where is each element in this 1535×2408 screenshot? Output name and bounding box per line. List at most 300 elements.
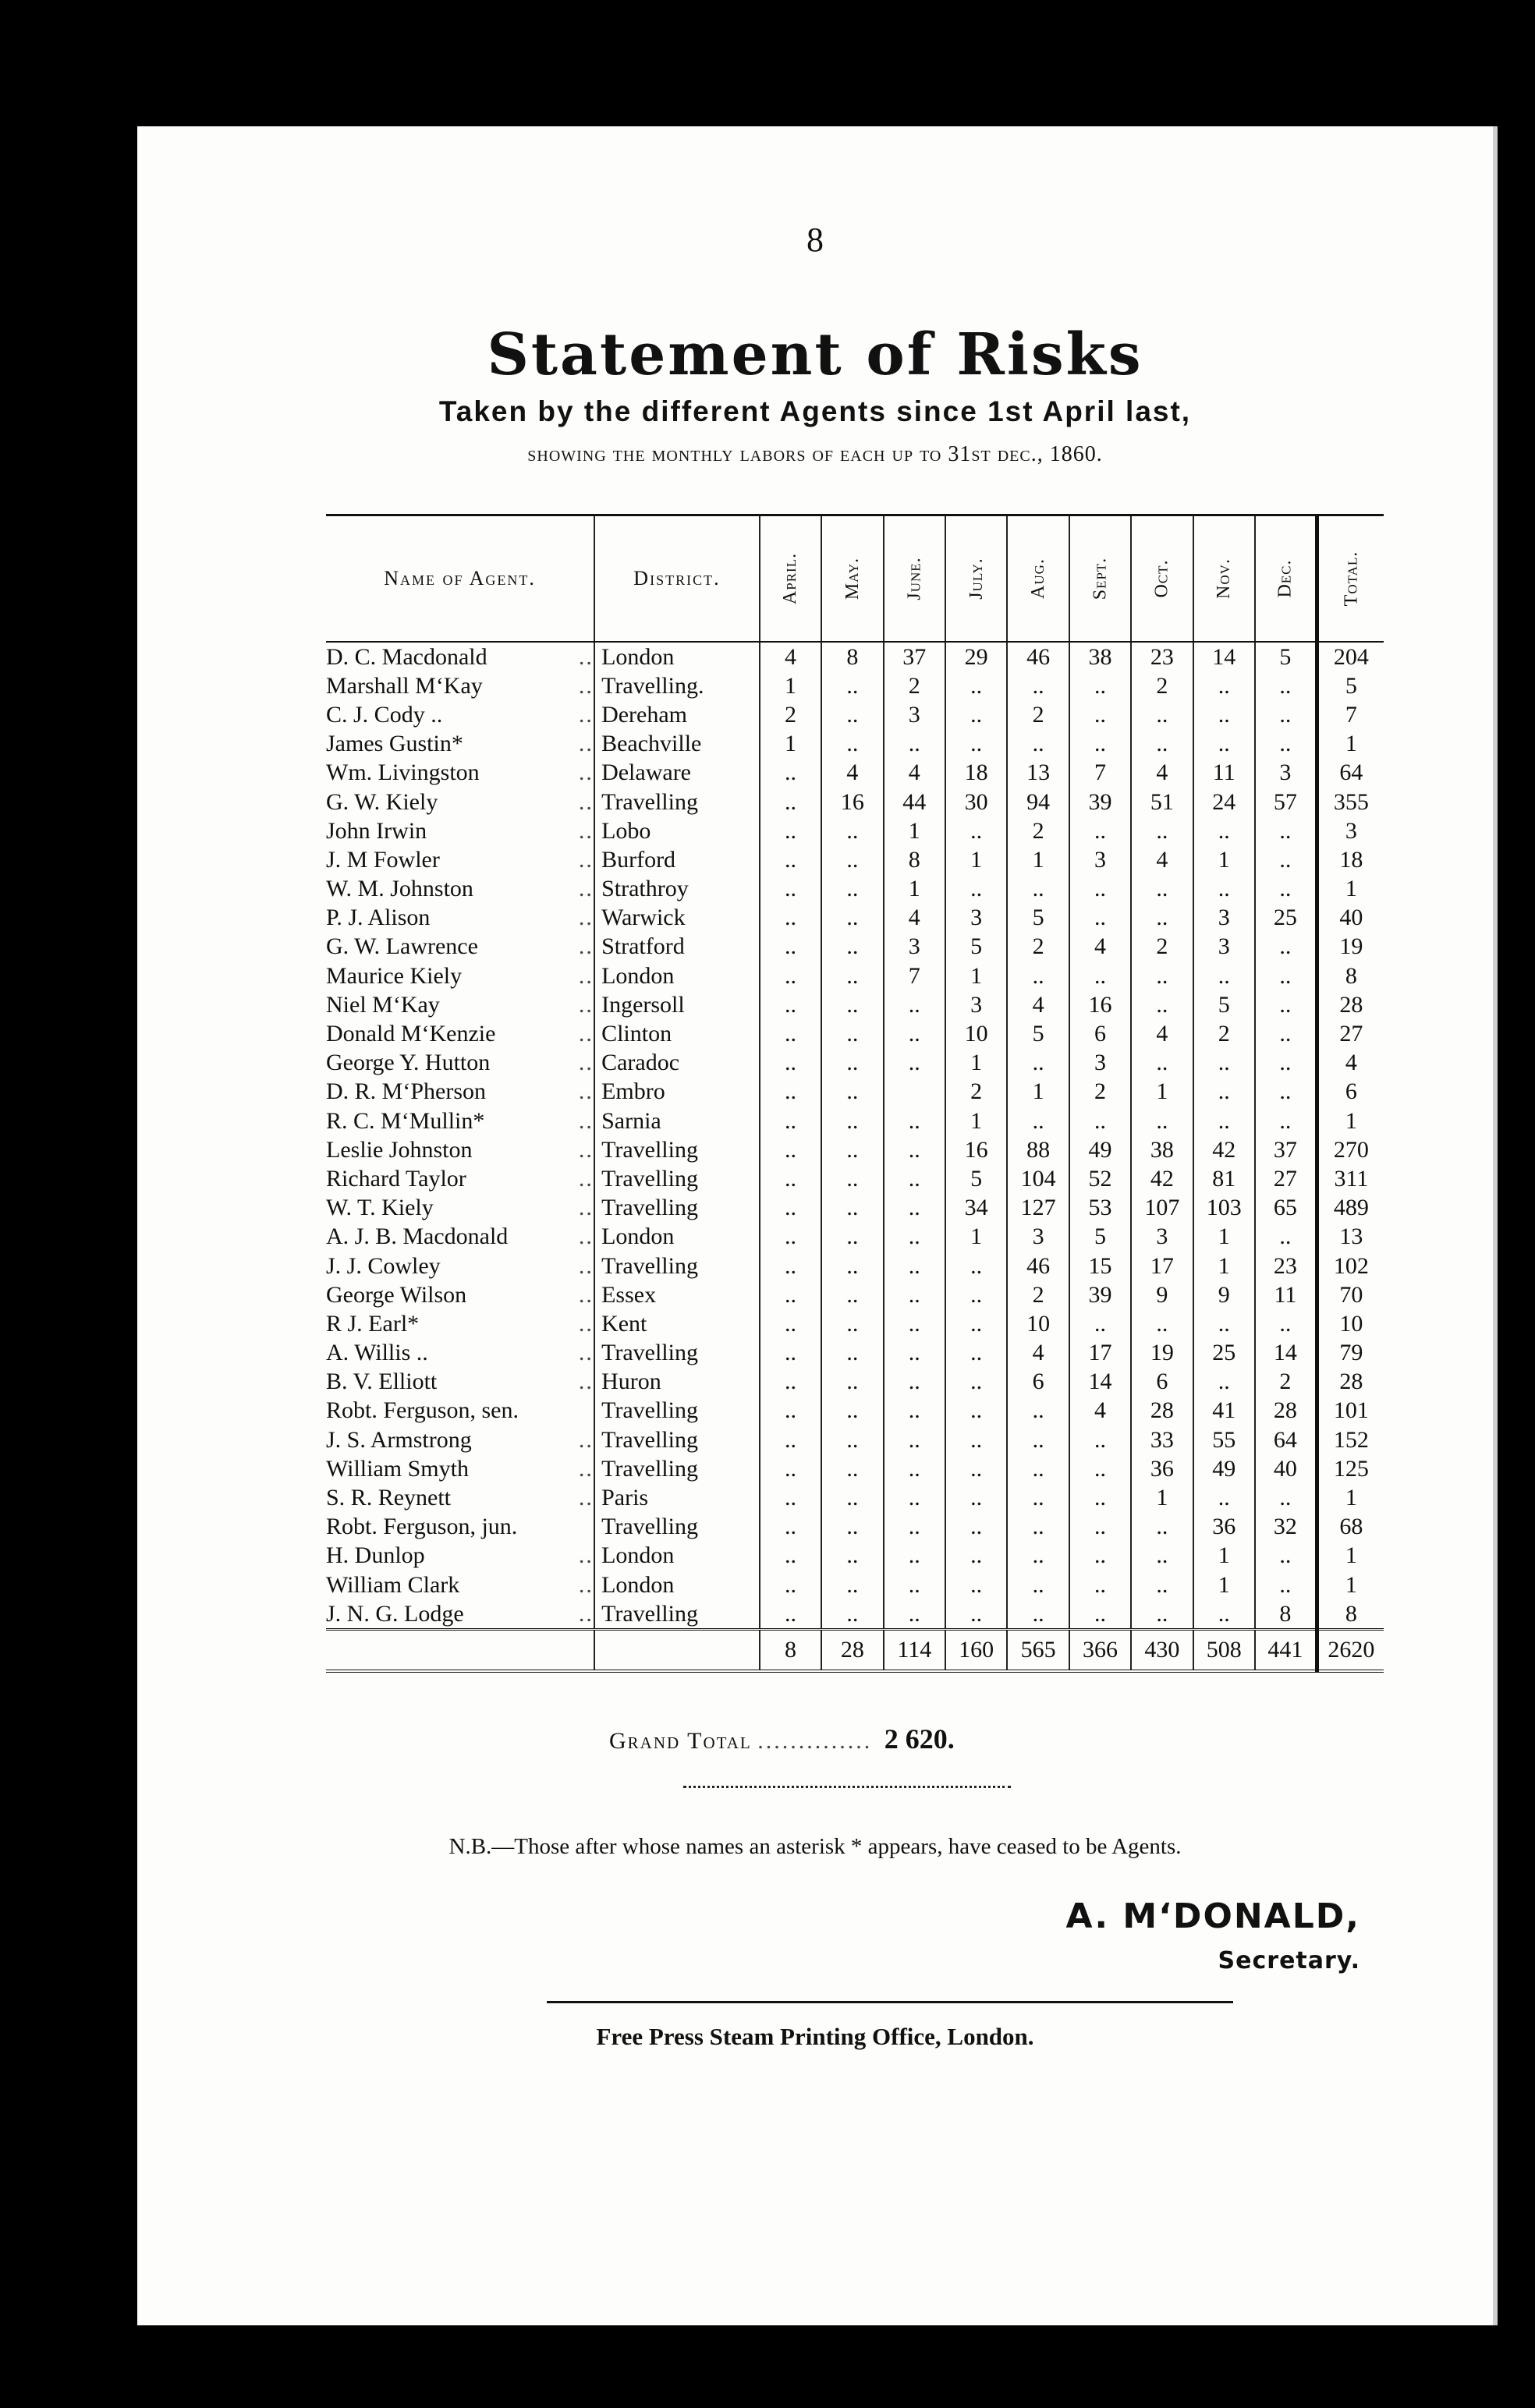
- month-value: 23: [1131, 642, 1193, 671]
- month-value: ..: [760, 1280, 821, 1309]
- month-value: ..: [760, 1513, 821, 1542]
- month-value: 11: [1193, 759, 1255, 788]
- agent-name: Wm. Livingston: [326, 760, 480, 786]
- month-value: 23: [1255, 1252, 1317, 1280]
- month-value: ..: [1255, 1223, 1317, 1252]
- agent-name: William Clark: [326, 1571, 460, 1598]
- month-value: ..: [1007, 875, 1069, 904]
- leader-dots: ..: [578, 1078, 594, 1105]
- month-value: 2: [1007, 933, 1069, 961]
- month-value: ..: [760, 845, 821, 874]
- table-row: [326, 1252, 1384, 1280]
- month-value: 33: [1131, 1425, 1193, 1454]
- month-value: 42: [1193, 1135, 1255, 1164]
- leader-dots: [579, 1513, 594, 1542]
- leader-dots: ..: [578, 1542, 594, 1569]
- month-value: 25: [1193, 1339, 1255, 1368]
- month-value: ..: [821, 1019, 883, 1048]
- table-row: [326, 1571, 1384, 1599]
- month-value: 4: [1131, 759, 1193, 788]
- month-value: ..: [884, 1164, 945, 1193]
- month-value: ..: [1007, 1049, 1069, 1078]
- month-value: ..: [1007, 1483, 1069, 1512]
- table-footer: [326, 1630, 1384, 1672]
- month-value: ..: [760, 1397, 821, 1425]
- month-value: ..: [884, 1019, 945, 1048]
- month-value: ..: [1255, 845, 1317, 874]
- leader-dots: ..: [578, 905, 594, 931]
- month-value: ..: [945, 1368, 1007, 1397]
- row-total: 6: [1317, 1078, 1384, 1107]
- table-row: [326, 700, 1384, 729]
- month-value: ..: [1255, 990, 1317, 1019]
- district-cell: Burford: [594, 845, 760, 874]
- month-value: ..: [1193, 671, 1255, 700]
- agent-name: R J. Earl*: [326, 1310, 420, 1337]
- month-value: ..: [821, 1454, 883, 1483]
- month-value: 3: [884, 933, 945, 961]
- row-total: 102: [1317, 1252, 1384, 1280]
- month-value: ..: [945, 730, 1007, 759]
- month-value: ..: [1255, 730, 1317, 759]
- month-value: 8: [884, 845, 945, 874]
- leader-dots: ..: [578, 1252, 594, 1279]
- leader-dots: ..: [578, 788, 594, 815]
- month-value: 2: [1007, 700, 1069, 729]
- month-value: 1: [760, 671, 821, 700]
- month-value: ..: [1007, 1425, 1069, 1454]
- month-value: ..: [884, 1483, 945, 1512]
- month-value: ..: [945, 1571, 1007, 1599]
- row-total: 10: [1317, 1309, 1384, 1338]
- month-value: ..: [760, 1542, 821, 1571]
- overall-total: 2620: [1317, 1630, 1384, 1672]
- month-value: ..: [1255, 1019, 1317, 1048]
- month-value: ..: [760, 1049, 821, 1078]
- month-value: 3: [945, 904, 1007, 933]
- month-value: 3: [1193, 933, 1255, 961]
- district-cell: London: [594, 961, 760, 990]
- month-value: ..: [1069, 1513, 1131, 1542]
- month-value: ..: [1193, 1368, 1255, 1397]
- table-row: [326, 1599, 1384, 1630]
- agent-name: Marshall M‘Kay: [326, 672, 483, 699]
- month-value: ..: [884, 1280, 945, 1309]
- month-value: ..: [1255, 700, 1317, 729]
- month-value: 30: [945, 788, 1007, 816]
- month-value: 5: [945, 1164, 1007, 1193]
- footer-rule: [547, 2001, 1233, 2003]
- month-value: ..: [884, 1368, 945, 1397]
- leader-dots: ..: [578, 1310, 594, 1337]
- row-total: 101: [1317, 1397, 1384, 1425]
- table-row: [326, 1339, 1384, 1368]
- month-value: ..: [1131, 700, 1193, 729]
- month-value: ..: [1131, 816, 1193, 845]
- month-value: ..: [1255, 1571, 1317, 1599]
- month-total: 441: [1255, 1630, 1317, 1672]
- table-row: [326, 845, 1384, 874]
- month-value: 7: [1069, 759, 1131, 788]
- month-value: ..: [1255, 1483, 1317, 1512]
- month-value: 53: [1069, 1194, 1131, 1223]
- month-value: 1: [1193, 1542, 1255, 1571]
- table-row: [326, 1368, 1384, 1397]
- month-value: ..: [884, 1339, 945, 1368]
- district-cell: Essex: [594, 1280, 760, 1309]
- month-value: ..: [1193, 730, 1255, 759]
- month-value: ..: [821, 816, 883, 845]
- month-value: ..: [821, 730, 883, 759]
- district-cell: Travelling: [594, 1252, 760, 1280]
- month-value: ..: [821, 904, 883, 933]
- month-value: 17: [1069, 1339, 1131, 1368]
- leader-dots: ..: [578, 760, 594, 786]
- agent-name: G. W. Lawrence: [326, 933, 478, 960]
- district-cell: Travelling: [594, 788, 760, 816]
- agent-name: H. Dunlop: [326, 1542, 425, 1569]
- table-row: [326, 1425, 1384, 1454]
- month-value: ..: [1007, 671, 1069, 700]
- leader-dots: ..: [578, 731, 594, 757]
- table-row: [326, 1397, 1384, 1425]
- month-value: ..: [821, 845, 883, 874]
- month-value: ..: [760, 1107, 821, 1135]
- month-value: ..: [1007, 1513, 1069, 1542]
- row-total: 270: [1317, 1135, 1384, 1164]
- month-value: ..: [1069, 904, 1131, 933]
- agent-name: D. R. M‘Pherson: [326, 1078, 487, 1105]
- district-cell: Travelling: [594, 1397, 760, 1425]
- month-value: ..: [945, 816, 1007, 845]
- month-value: ..: [1255, 671, 1317, 700]
- agent-name: George Y. Hutton: [326, 1050, 491, 1076]
- month-value: 3: [1193, 904, 1255, 933]
- month-value: 1: [1007, 1078, 1069, 1107]
- document-subtitle: Taken by the different Agents since 1st April last,: [438, 395, 1192, 427]
- month-value: 3: [1131, 1223, 1193, 1252]
- row-total: 5: [1317, 671, 1384, 700]
- month-value: ..: [945, 1454, 1007, 1483]
- month-value: ..: [1069, 1599, 1131, 1630]
- district-cell: London: [594, 1571, 760, 1599]
- column-header-month: May.: [821, 516, 883, 642]
- month-value: ..: [821, 1280, 883, 1309]
- month-value: 14: [1255, 1339, 1317, 1368]
- table-row: [326, 730, 1384, 759]
- table-row: [326, 990, 1384, 1019]
- table-row: [326, 1223, 1384, 1252]
- month-value: ..: [1069, 1542, 1131, 1571]
- leader-dots: ..: [578, 701, 594, 728]
- month-value: ..: [1007, 961, 1069, 990]
- month-value: ..: [945, 700, 1007, 729]
- leader-dots: ..: [578, 1571, 594, 1598]
- district-cell: Clinton: [594, 1019, 760, 1048]
- row-total: 8: [1317, 1599, 1384, 1630]
- district-cell: Stratford: [594, 933, 760, 961]
- month-value: ..: [1193, 875, 1255, 904]
- month-value: 36: [1131, 1454, 1193, 1483]
- month-value: 57: [1255, 788, 1317, 816]
- document-subtitle-secondary: showing the monthly labors of each up to 31st dec., 1860.: [527, 442, 1103, 466]
- agent-name: J. S. Armstrong: [326, 1426, 472, 1453]
- row-total: 4: [1317, 1049, 1384, 1078]
- month-value: 1: [1007, 845, 1069, 874]
- agent-name: B. V. Elliott: [326, 1369, 438, 1395]
- table-row: [326, 933, 1384, 961]
- month-value: 1: [760, 730, 821, 759]
- month-value: ..: [1131, 1309, 1193, 1338]
- month-value: ..: [760, 1483, 821, 1512]
- table-row: [326, 816, 1384, 845]
- month-value: 4: [1007, 1339, 1069, 1368]
- month-value: 3: [1069, 1049, 1131, 1078]
- month-value: ..: [821, 1309, 883, 1338]
- district-cell: Ingersoll: [594, 990, 760, 1019]
- month-value: ..: [1007, 1599, 1069, 1630]
- month-value: ..: [821, 1513, 883, 1542]
- month-value: ..: [821, 1194, 883, 1223]
- month-value: 42: [1131, 1164, 1193, 1193]
- month-value: ..: [1193, 1107, 1255, 1135]
- agent-name: W. M. Johnston: [326, 876, 473, 902]
- month-value: ..: [945, 1339, 1007, 1368]
- month-total: 430: [1131, 1630, 1193, 1672]
- month-value: 1: [945, 1107, 1007, 1135]
- month-value: 11: [1255, 1280, 1317, 1309]
- month-value: ..: [1131, 730, 1193, 759]
- month-value: ..: [945, 1397, 1007, 1425]
- month-value: 17: [1131, 1252, 1193, 1280]
- month-value: ..: [760, 990, 821, 1019]
- month-value: 4: [1131, 845, 1193, 874]
- district-cell: Strathroy: [594, 875, 760, 904]
- month-value: ..: [1069, 1309, 1131, 1338]
- agent-name: Donald M‘Kenzie: [326, 1021, 496, 1047]
- month-value: 4: [1131, 1019, 1193, 1048]
- row-total: 79: [1317, 1339, 1384, 1368]
- leader-dots: ..: [578, 1107, 594, 1134]
- month-value: ..: [945, 1513, 1007, 1542]
- month-value: ..: [821, 1223, 883, 1252]
- month-value: 52: [1069, 1164, 1131, 1193]
- month-value: 2: [1255, 1368, 1317, 1397]
- risks-table: [326, 516, 1384, 1673]
- column-header-month: Dec.: [1255, 516, 1317, 642]
- district-cell: Caradoc: [594, 1049, 760, 1078]
- month-value: ..: [945, 1425, 1007, 1454]
- row-total: 204: [1317, 642, 1384, 671]
- month-value: ..: [821, 1078, 883, 1107]
- month-value: ..: [884, 730, 945, 759]
- leader-dots: ..: [578, 1136, 594, 1163]
- month-value: ..: [760, 904, 821, 933]
- row-total: 8: [1317, 961, 1384, 990]
- row-total: 355: [1317, 788, 1384, 816]
- column-header-month: Oct.: [1131, 516, 1193, 642]
- month-value: 3: [884, 700, 945, 729]
- month-value: 1: [1131, 1078, 1193, 1107]
- table-row: [326, 961, 1384, 990]
- agent-name: J. N. G. Lodge: [326, 1600, 464, 1627]
- footnote: N.B.—Those after whose names an asterisk * appears, have ceased to be Agents.: [448, 1834, 1182, 1859]
- month-value: ..: [884, 990, 945, 1019]
- month-value: 34: [945, 1194, 1007, 1223]
- month-value: ..: [1069, 961, 1131, 990]
- month-value: ..: [760, 1135, 821, 1164]
- month-value: ..: [1255, 1542, 1317, 1571]
- month-value: 25: [1255, 904, 1317, 933]
- month-value: ..: [1255, 1309, 1317, 1338]
- agent-name: G. W. Kiely: [326, 788, 438, 815]
- month-value: ..: [1255, 1049, 1317, 1078]
- month-value: ..: [1193, 700, 1255, 729]
- table-row: [326, 1483, 1384, 1512]
- month-value: ..: [1131, 961, 1193, 990]
- month-value: 1: [1193, 1252, 1255, 1280]
- table-row: [326, 904, 1384, 933]
- agent-name: Richard Taylor: [326, 1165, 466, 1192]
- totals-row: [326, 1630, 1384, 1672]
- month-value: 18: [945, 759, 1007, 788]
- table-row: [326, 1164, 1384, 1193]
- month-value: ..: [821, 990, 883, 1019]
- month-value: ..: [1069, 1107, 1131, 1135]
- district-cell: Kent: [594, 1309, 760, 1338]
- month-value: 5: [1193, 990, 1255, 1019]
- month-total: 8: [760, 1630, 821, 1672]
- month-value: ..: [821, 933, 883, 961]
- month-value: 2: [945, 1078, 1007, 1107]
- agent-name: James Gustin*: [326, 731, 463, 757]
- month-value: ..: [1255, 1107, 1317, 1135]
- month-value: ..: [821, 1599, 883, 1630]
- month-value: ..: [760, 1425, 821, 1454]
- table-row: [326, 1078, 1384, 1107]
- row-total: 1: [1317, 1483, 1384, 1512]
- month-value: 38: [1131, 1135, 1193, 1164]
- month-value: 9: [1193, 1280, 1255, 1309]
- month-value: 2: [1007, 816, 1069, 845]
- month-value: 10: [1007, 1309, 1069, 1338]
- month-value: ..: [1255, 875, 1317, 904]
- month-value: 2: [1069, 1078, 1131, 1107]
- month-value: ..: [1255, 933, 1317, 961]
- column-header-month: April.: [760, 516, 821, 642]
- month-value: 40: [1255, 1454, 1317, 1483]
- month-value: 49: [1193, 1454, 1255, 1483]
- month-value: 14: [1193, 642, 1255, 671]
- table-row: [326, 1049, 1384, 1078]
- leader-dots: ..: [578, 1050, 594, 1076]
- row-total: 1: [1317, 1107, 1384, 1135]
- district-cell: Travelling: [594, 1339, 760, 1368]
- month-value: 4: [760, 642, 821, 671]
- month-value: ..: [1007, 1454, 1069, 1483]
- month-value: 2: [1131, 933, 1193, 961]
- month-value: ..: [821, 1049, 883, 1078]
- agent-name: D. C. Macdonald: [326, 643, 487, 670]
- agent-name: R. C. M‘Mullin*: [326, 1107, 485, 1134]
- row-total: 28: [1317, 990, 1384, 1019]
- month-value: 41: [1193, 1397, 1255, 1425]
- agent-name: P. J. Alison: [326, 905, 431, 931]
- month-value: 3: [1007, 1223, 1069, 1252]
- district-cell: Travelling: [594, 1513, 760, 1542]
- month-value: ..: [884, 1454, 945, 1483]
- month-value: 1: [945, 961, 1007, 990]
- district-cell: Travelling.: [594, 671, 760, 700]
- month-value: 19: [1131, 1339, 1193, 1368]
- month-value: ..: [884, 1599, 945, 1630]
- month-value: ..: [821, 875, 883, 904]
- column-header-month: Sept.: [1069, 516, 1131, 642]
- district-cell: Huron: [594, 1368, 760, 1397]
- leader-dots: ..: [578, 1426, 594, 1453]
- month-value: 14: [1069, 1368, 1131, 1397]
- month-value: ..: [884, 1542, 945, 1571]
- month-value: 107: [1131, 1194, 1193, 1223]
- month-value: ..: [821, 961, 883, 990]
- month-value: ..: [821, 1135, 883, 1164]
- leader-dots: ..: [578, 1223, 594, 1250]
- month-value: ..: [760, 1252, 821, 1280]
- district-cell: Travelling: [594, 1454, 760, 1483]
- leader-dots: ..: [578, 1455, 594, 1482]
- month-value: ..: [760, 816, 821, 845]
- table-row: [326, 1019, 1384, 1048]
- agent-name: A. J. B. Macdonald: [326, 1223, 509, 1250]
- month-value: ..: [1069, 875, 1131, 904]
- district-cell: Travelling: [594, 1599, 760, 1630]
- month-value: 3: [1255, 759, 1317, 788]
- month-value: ..: [1069, 671, 1131, 700]
- month-value: ..: [760, 1571, 821, 1599]
- month-value: ..: [1193, 961, 1255, 990]
- grand-total-value: 2 620.: [884, 1723, 955, 1755]
- agent-name: Niel M‘Kay: [326, 991, 440, 1018]
- month-value: ..: [945, 671, 1007, 700]
- month-value: ..: [945, 1280, 1007, 1309]
- signatory-name: A. M‘DONALD,: [1065, 1896, 1360, 1936]
- month-value: ..: [821, 1252, 883, 1280]
- column-header-month: Nov.: [1193, 516, 1255, 642]
- month-value: ..: [821, 1164, 883, 1193]
- table-row: [326, 642, 1384, 671]
- month-value: 94: [1007, 788, 1069, 816]
- month-value: ..: [821, 1542, 883, 1571]
- month-value: ..: [1131, 1599, 1193, 1630]
- row-total: 28: [1317, 1368, 1384, 1397]
- row-total: 19: [1317, 933, 1384, 961]
- table-row: [326, 1454, 1384, 1483]
- district-cell: Lobo: [594, 816, 760, 845]
- agent-name: Leslie Johnston: [326, 1136, 473, 1163]
- month-value: 7: [884, 961, 945, 990]
- month-value: 39: [1069, 788, 1131, 816]
- month-value: 16: [1069, 990, 1131, 1019]
- table-row: [326, 1280, 1384, 1309]
- month-value: 103: [1193, 1194, 1255, 1223]
- row-total: 13: [1317, 1223, 1384, 1252]
- month-value: 49: [1069, 1135, 1131, 1164]
- month-value: ..: [1069, 1571, 1131, 1599]
- leader-dots: ..: [578, 1281, 594, 1308]
- row-total: 152: [1317, 1425, 1384, 1454]
- printer-imprint: Free Press Steam Printing Office, London.: [596, 2023, 1034, 2050]
- district-cell: Embro: [594, 1078, 760, 1107]
